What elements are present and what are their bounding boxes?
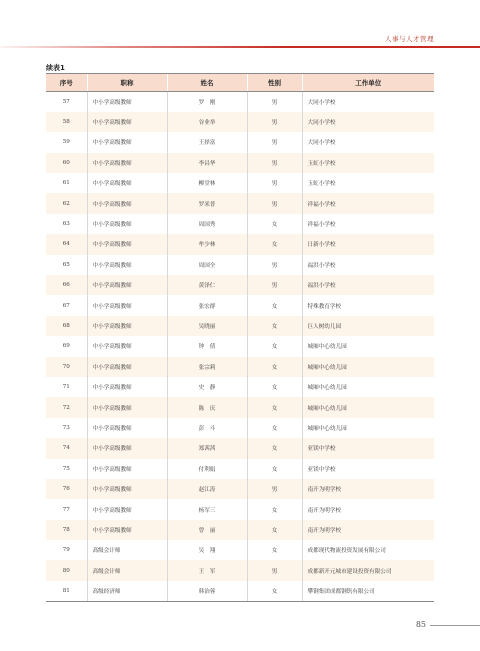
- row-unit: 特殊教育学校: [302, 295, 434, 315]
- row-title: 中小学高级教师: [87, 357, 167, 377]
- row-name: 张宗莉: [167, 357, 247, 377]
- row-gender: 男: [247, 92, 302, 112]
- row-gender: 女: [247, 418, 302, 438]
- table-body: [46, 92, 434, 602]
- row-unit: 大同小学校: [302, 112, 434, 132]
- row-index: 80: [62, 567, 70, 574]
- row-unit: 南开为明学校: [302, 499, 434, 519]
- row-unit: 成都现代物流投资发展有限公司: [302, 540, 434, 560]
- row-name: 柳堂林: [167, 173, 247, 193]
- row-gender: 女: [247, 316, 302, 336]
- row-gender: 女: [247, 377, 302, 397]
- table-row: [46, 92, 434, 112]
- row-title: 中小学高级教师: [87, 377, 167, 397]
- row-gender: 女: [247, 295, 302, 315]
- table-row: [46, 214, 434, 234]
- row-title: 高级会计师: [87, 560, 167, 580]
- row-title: 中小学高级教师: [87, 214, 167, 234]
- row-title: 中小学高级教师: [87, 275, 167, 295]
- table-row: [46, 336, 434, 356]
- table-row: [46, 397, 434, 417]
- row-gender: 男: [247, 112, 302, 132]
- row-title: 中小学高级教师: [87, 438, 167, 458]
- col-header-gender: 性别: [247, 74, 302, 92]
- table-row: [46, 479, 434, 499]
- row-name: 周国全: [167, 255, 247, 275]
- row-name: 杨军三: [167, 499, 247, 519]
- row-name: 李昌华: [167, 153, 247, 173]
- row-gender: 女: [247, 581, 302, 601]
- row-name: 史 静: [167, 377, 247, 397]
- row-index: 78: [62, 526, 70, 533]
- row-index: 74: [62, 445, 70, 452]
- staff-table: [46, 73, 434, 602]
- row-gender: 男: [247, 173, 302, 193]
- row-unit: 南开为明学校: [302, 479, 434, 499]
- table-row: [46, 520, 434, 540]
- row-gender: 男: [247, 153, 302, 173]
- row-unit: 福洪小学校: [302, 275, 434, 295]
- row-title: 中小学高级教师: [87, 418, 167, 438]
- row-unit: 亚镁中学校: [302, 459, 434, 479]
- row-index: 64: [62, 241, 70, 248]
- header-rule: [0, 46, 480, 48]
- row-gender: 男: [247, 479, 302, 499]
- row-name: 牟少林: [167, 234, 247, 254]
- row-gender: 女: [247, 540, 302, 560]
- table-row: [46, 112, 434, 132]
- row-title: 中小学高级教师: [87, 295, 167, 315]
- table-header: [46, 74, 434, 92]
- row-title: 中小学高级教师: [87, 397, 167, 417]
- row-unit: 攀钢集团成都钢钒有限公司: [302, 581, 434, 601]
- footer-rule: [430, 625, 480, 626]
- table-row: [46, 438, 434, 458]
- row-unit: 城厢中心幼儿园: [302, 336, 434, 356]
- row-index: 61: [62, 180, 70, 187]
- table-row: [46, 193, 434, 213]
- row-index: 57: [62, 98, 70, 105]
- row-title: 中小学高级教师: [87, 255, 167, 275]
- row-name: 黄泽仁: [167, 275, 247, 295]
- row-name: 陈 庆: [167, 397, 247, 417]
- row-index: 75: [62, 465, 70, 472]
- table-header-row: [46, 74, 434, 92]
- table-row: [46, 357, 434, 377]
- row-index: 76: [62, 486, 70, 493]
- row-title: 中小学高级教师: [87, 112, 167, 132]
- row-gender: 女: [247, 499, 302, 519]
- row-unit: 玉虹小学校: [302, 173, 434, 193]
- row-index: 60: [62, 159, 70, 166]
- row-title: 中小学高级教师: [87, 316, 167, 336]
- table-row: [46, 459, 434, 479]
- table-row: [46, 418, 434, 438]
- row-gender: 女: [247, 397, 302, 417]
- row-title: 中小学高级教师: [87, 132, 167, 152]
- row-name: 张宏群: [167, 295, 247, 315]
- page-number: 85: [415, 620, 426, 629]
- table-row: [46, 540, 434, 560]
- row-title: 中小学高级教师: [87, 173, 167, 193]
- row-unit: 玉虹小学校: [302, 153, 434, 173]
- table-row: [46, 153, 434, 173]
- row-unit: 祥福小学校: [302, 193, 434, 213]
- table-row: [46, 377, 434, 397]
- section-title: 人事与人才管理: [385, 35, 434, 43]
- row-gender: 女: [247, 520, 302, 540]
- row-name: 韩治蓉: [167, 581, 247, 601]
- row-index: 68: [62, 322, 70, 329]
- row-title: 中小学高级教师: [87, 153, 167, 173]
- col-header-title: 职称: [87, 74, 167, 92]
- row-gender: 女: [247, 234, 302, 254]
- row-unit: 大同小学校: [302, 92, 434, 112]
- row-title: 中小学高级教师: [87, 520, 167, 540]
- row-index: 77: [62, 506, 70, 513]
- row-gender: 男: [247, 193, 302, 213]
- row-index: 72: [62, 404, 70, 411]
- table-row: [46, 295, 434, 315]
- row-name: 王择富: [167, 132, 247, 152]
- row-index: 73: [62, 424, 70, 431]
- row-name: 吴晓丽: [167, 316, 247, 336]
- row-name: 谷业举: [167, 112, 247, 132]
- row-gender: 女: [247, 357, 302, 377]
- row-gender: 男: [247, 132, 302, 152]
- row-gender: 女: [247, 438, 302, 458]
- row-name: 付利娟: [167, 459, 247, 479]
- table-row: [46, 316, 434, 336]
- row-name: 王 军: [167, 560, 247, 580]
- row-gender: 女: [247, 214, 302, 234]
- table-row: [46, 560, 434, 580]
- row-unit: 城厢中心幼儿园: [302, 418, 434, 438]
- table-row: [46, 173, 434, 193]
- row-name: 周国秀: [167, 214, 247, 234]
- row-name: 赵江涛: [167, 479, 247, 499]
- table-row: [46, 234, 434, 254]
- row-unit: 成都新开元城市建设投资有限公司: [302, 560, 434, 580]
- row-unit: 南开为明学校: [302, 520, 434, 540]
- row-name: 郑茜茜: [167, 438, 247, 458]
- table-row: [46, 132, 434, 152]
- row-index: 69: [62, 343, 70, 350]
- row-title: 中小学高级教师: [87, 234, 167, 254]
- row-gender: 女: [247, 336, 302, 356]
- row-index: 66: [62, 282, 70, 289]
- row-unit: 日新小学校: [302, 234, 434, 254]
- table-row: [46, 499, 434, 519]
- row-gender: 男: [247, 275, 302, 295]
- row-unit: 城厢中心幼儿园: [302, 377, 434, 397]
- table-caption: 续表1: [46, 64, 65, 72]
- row-name: 曾 丽: [167, 520, 247, 540]
- row-unit: 城厢中心幼儿园: [302, 397, 434, 417]
- row-title: 中小学高级教师: [87, 459, 167, 479]
- row-title: 中小学高级教师: [87, 92, 167, 112]
- row-unit: 福洪小学校: [302, 255, 434, 275]
- row-title: 中小学高级教师: [87, 499, 167, 519]
- row-index: 71: [62, 384, 70, 391]
- row-name: 罗 刚: [167, 92, 247, 112]
- col-header-unit: 工作单位: [302, 74, 434, 92]
- table-row: [46, 581, 434, 601]
- col-header-name: 姓名: [167, 74, 247, 92]
- row-title: 中小学高级教师: [87, 479, 167, 499]
- row-name: 吴 翔: [167, 540, 247, 560]
- row-title: 高级经济师: [87, 581, 167, 601]
- row-unit: 亚镁中学校: [302, 438, 434, 458]
- row-index: 59: [62, 139, 70, 146]
- row-gender: 女: [247, 459, 302, 479]
- row-unit: 大同小学校: [302, 132, 434, 152]
- row-name: 罗米普: [167, 193, 247, 213]
- row-index: 79: [62, 547, 70, 554]
- row-unit: 城厢中心幼儿园: [302, 357, 434, 377]
- row-gender: 男: [247, 560, 302, 580]
- row-index: 65: [62, 261, 70, 268]
- row-title: 高级会计师: [87, 540, 167, 560]
- row-gender: 男: [247, 255, 302, 275]
- row-index: 63: [62, 221, 70, 228]
- row-title: 中小学高级教师: [87, 336, 167, 356]
- row-unit: 巨人树幼儿园: [302, 316, 434, 336]
- row-name: 钟 倩: [167, 336, 247, 356]
- table-row: [46, 255, 434, 275]
- table-row: [46, 275, 434, 295]
- row-index: 58: [62, 119, 70, 126]
- row-title: 中小学高级教师: [87, 193, 167, 213]
- row-index: 62: [62, 200, 70, 207]
- col-header-index: 序号: [46, 74, 87, 92]
- row-unit: 祥福小学校: [302, 214, 434, 234]
- row-index: 81: [46, 581, 87, 601]
- row-index: 70: [62, 363, 70, 370]
- row-index: 67: [62, 302, 70, 309]
- row-name: 彭 斗: [167, 418, 247, 438]
